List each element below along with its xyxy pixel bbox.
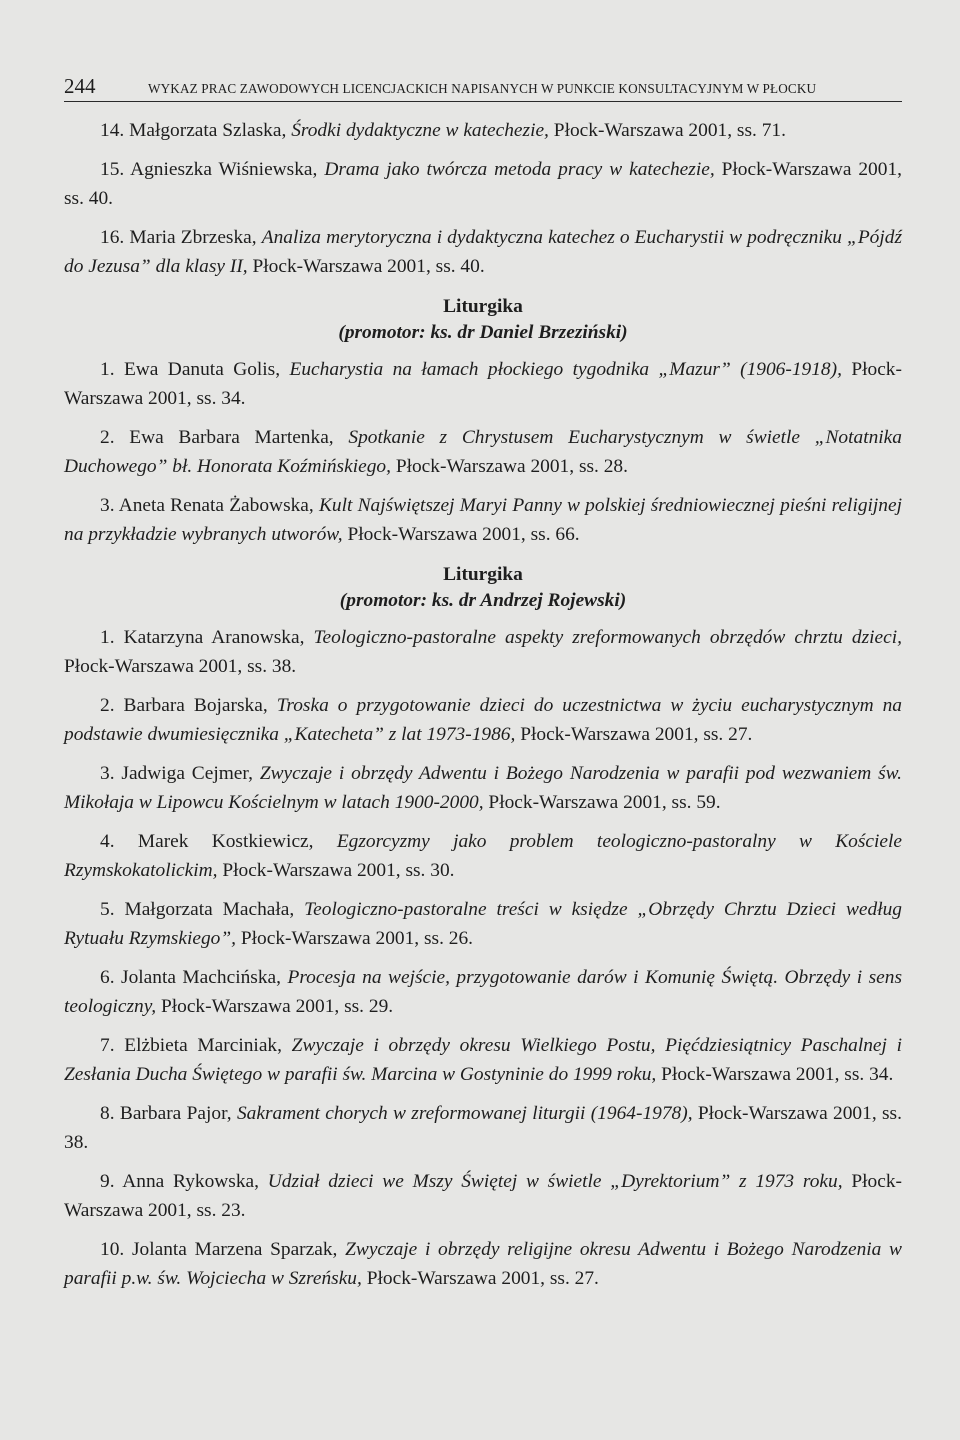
intro-entry-list bbox=[64, 116, 902, 282]
entry-number: 3. bbox=[100, 494, 115, 516]
bibliography-entry bbox=[64, 759, 902, 818]
entry-publication: Płock-Warszawa 2001, ss. 66. bbox=[347, 524, 580, 545]
entry-author: Aneta Renata Żabowska, bbox=[118, 494, 314, 516]
bibliography-entry bbox=[64, 895, 902, 954]
entry-number: 3. bbox=[100, 762, 115, 784]
entry-title: Troska o przygotowanie dzieci do uczestnictwa w życiu eucharystycznym na podstawie dwumiesięcznika „Katecheta” z lat 1973-1986, bbox=[64, 694, 902, 745]
section-title: Liturgika bbox=[443, 563, 523, 585]
entry-number: 2. bbox=[100, 426, 115, 448]
entry-publication: Płock-Warszawa 2001, ss. 38. bbox=[64, 656, 297, 677]
entry-author: Małgorzata Machała, bbox=[124, 898, 295, 920]
section-title: Liturgika bbox=[443, 295, 523, 317]
entry-number: 9. bbox=[100, 1170, 115, 1192]
entry-number: 15. bbox=[100, 158, 125, 180]
bibliography-content bbox=[64, 116, 902, 1294]
bibliography-entry bbox=[64, 223, 902, 282]
entry-author: Ewa Barbara Martenka, bbox=[129, 426, 334, 448]
bibliography-entry bbox=[64, 827, 902, 886]
entry-title: Analiza merytoryczna i dydaktyczna katechez o Eucharystii w podręczniku „Pójdź do Jezusa” dla klasy II, bbox=[64, 226, 902, 277]
entry-publication: Płock-Warszawa 2001, ss. 59. bbox=[488, 792, 721, 813]
running-title: WYKAZ PRAC ZAWODOWYCH LICENCJACKICH NAPISANYCH W PUNKCIE KONSULTACYJNYM W PŁOCKU bbox=[148, 81, 817, 96]
entry-title: Spotkanie z Chrystusem Eucharystycznym w świetle „Notatnika Duchowego” bł. Honorata Koźmińskiego, bbox=[64, 426, 902, 477]
entry-publication: Płock-Warszawa 2001, ss. 40. bbox=[64, 158, 902, 209]
entry-number: 4. bbox=[100, 830, 115, 852]
entry-title: Drama jako twórcza metoda pracy w katechezie, bbox=[324, 158, 715, 180]
entry-number: 2. bbox=[100, 694, 115, 716]
bibliography-entry bbox=[64, 691, 902, 750]
entry-author: Katarzyna Aranowska, bbox=[123, 626, 305, 648]
bibliography-entry bbox=[64, 1031, 902, 1090]
entry-author: Jolanta Marzena Sparzak, bbox=[131, 1238, 338, 1260]
entry-author: Jolanta Machcińska, bbox=[121, 966, 281, 988]
section-promotor: (promotor: ks. dr Daniel Brzeziński) bbox=[338, 321, 628, 343]
entry-publication: Płock-Warszawa 2001, ss. 28. bbox=[395, 456, 628, 477]
page-number: 244 bbox=[64, 74, 96, 98]
entry-publication: Płock-Warszawa 2001, ss. 27. bbox=[366, 1268, 599, 1289]
entry-title: Teologiczno-pastoralne aspekty zreformowanych obrzędów chrztu dzieci, bbox=[313, 626, 902, 648]
entry-publication: Płock-Warszawa 2001, ss. 23. bbox=[64, 1170, 902, 1221]
entry-title: Sakrament chorych w zreformowanej liturgii (1964-1978), bbox=[236, 1102, 693, 1124]
section1-entry-list bbox=[64, 355, 902, 550]
entry-author: Maria Zbrzeska, bbox=[129, 226, 257, 248]
entry-title: Środki dydaktyczne w katechezie, bbox=[291, 120, 549, 141]
entry-publication: Płock-Warszawa 2001, ss. 38. bbox=[64, 1102, 902, 1153]
entry-author: Ewa Danuta Golis, bbox=[123, 358, 281, 380]
entry-publication: Płock-Warszawa 2001, ss. 34. bbox=[64, 358, 902, 409]
section-heading-liturgika-2 bbox=[64, 562, 902, 614]
entry-author: Małgorzata Szlaska, bbox=[129, 120, 287, 141]
entry-title: Udział dzieci we Mszy Świętej w świetle „Dyrektorium” z 1973 roku, bbox=[267, 1170, 843, 1192]
entry-author: Marek Kostkiewicz, bbox=[137, 830, 314, 852]
entry-title: Egzorcyzmy jako problem teologiczno-pastoralny w Kościele Rzymskokatolickim, bbox=[64, 830, 903, 881]
entry-publication: Płock-Warszawa 2001, ss. 29. bbox=[160, 996, 394, 1017]
bibliography-entry bbox=[64, 1099, 902, 1158]
bibliography-entry bbox=[64, 963, 902, 1022]
entry-number: 8. bbox=[100, 1102, 115, 1124]
section-promotor: (promotor: ks. dr Andrzej Rojewski) bbox=[339, 589, 627, 611]
entry-publication: Płock-Warszawa 2001, ss. 30. bbox=[222, 860, 455, 881]
entry-title: Teologiczno-pastoralne treści w księdze „Obrzędy Chrztu Dzieci według Rytuału Rzymskiego”, bbox=[64, 898, 902, 949]
bibliography-entry bbox=[64, 1167, 902, 1226]
running-header bbox=[64, 74, 902, 102]
bibliography-entry bbox=[64, 423, 902, 482]
entry-title: Zwyczaje i obrzędy Adwentu i Bożego Narodzenia w parafii pod wezwaniem św. Mikołaja w Lipowcu Kościelnym w latach 1900-2000, bbox=[64, 762, 902, 813]
entry-publication: Płock-Warszawa 2001, ss. 71. bbox=[553, 120, 786, 141]
entry-number: 14. bbox=[100, 120, 125, 141]
section2-entry-list bbox=[64, 623, 902, 1294]
entry-author: Barbara Pajor, bbox=[119, 1102, 232, 1124]
entry-number: 16. bbox=[100, 226, 125, 248]
bibliography-entry bbox=[64, 155, 902, 214]
entry-number: 6. bbox=[100, 966, 115, 988]
entry-author: Elżbieta Marciniak, bbox=[124, 1034, 282, 1056]
entry-number: 10. bbox=[100, 1238, 125, 1260]
entry-title: Procesja na wejście, przygotowanie darów i Komunię Świętą. Obrzędy i sens teologiczny, bbox=[64, 966, 902, 1017]
bibliography-entry bbox=[64, 1235, 902, 1294]
bibliography-entry bbox=[64, 116, 902, 146]
entry-title: Eucharystia na łamach płockiego tygodnika „Mazur” (1906-1918), bbox=[289, 358, 842, 380]
bibliography-entry bbox=[64, 491, 902, 550]
entry-title: Kult Najświętszej Maryi Panny w polskiej średniowiecznej pieśni religijnej na przykładzie wybranych utworów, bbox=[64, 494, 902, 545]
entry-publication: Płock-Warszawa 2001, ss. 34. bbox=[661, 1064, 894, 1085]
section-heading-liturgika-1 bbox=[64, 294, 902, 346]
entry-number: 7. bbox=[100, 1034, 115, 1056]
entry-publication: Płock-Warszawa 2001, ss. 40. bbox=[252, 256, 485, 277]
entry-number: 1. bbox=[100, 358, 115, 380]
entry-number: 5. bbox=[100, 898, 115, 920]
entry-title: Zwyczaje i obrzędy okresu Wielkiego Postu, Pięćdziesiątnicy Paschalnej i Zesłania Ducha Świętego w parafii św. Marcina w Gostyninie do 1999 roku, bbox=[64, 1034, 902, 1085]
entry-title: Zwyczaje i obrzędy religijne okresu Adwentu i Bożego Narodzenia w parafii p.w. św. Wojciecha w Szreńsku, bbox=[64, 1238, 902, 1289]
entry-author: Barbara Bojarska, bbox=[123, 694, 268, 716]
entry-number: 1. bbox=[100, 626, 115, 648]
entry-publication: Płock-Warszawa 2001, ss. 27. bbox=[520, 724, 753, 745]
entry-author: Agnieszka Wiśniewska, bbox=[130, 158, 318, 180]
entry-author: Anna Rykowska, bbox=[122, 1170, 259, 1192]
entry-author: Jadwiga Cejmer, bbox=[121, 762, 253, 784]
bibliography-entry bbox=[64, 623, 902, 682]
entry-publication: Płock-Warszawa 2001, ss. 26. bbox=[240, 928, 474, 949]
bibliography-entry bbox=[64, 355, 902, 414]
